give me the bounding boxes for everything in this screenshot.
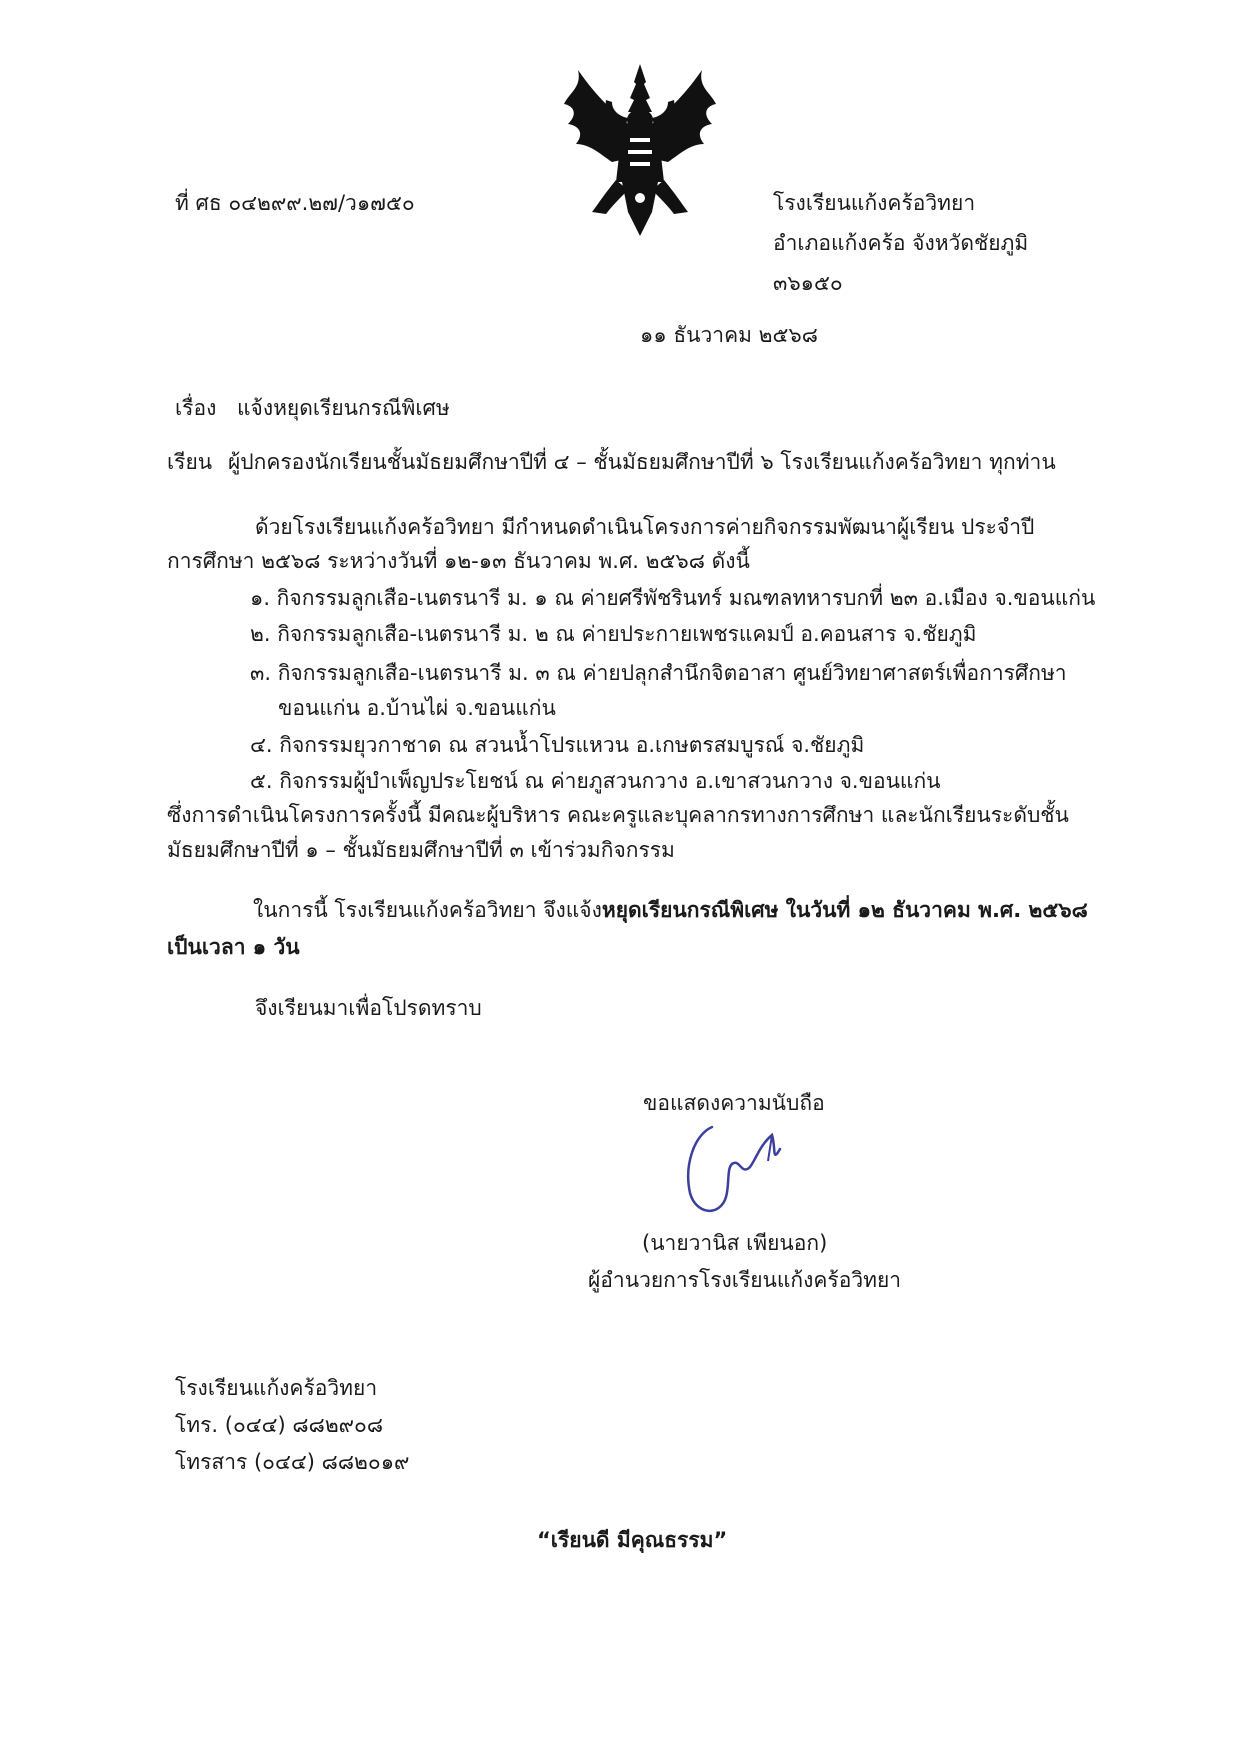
signature-icon	[680, 1105, 810, 1220]
list-item: ๓. กิจกรรมลูกเสือ-เนตรนารี ม. ๓ ณ ค่ายปลุกสำนึกจิตอาสา ศูนย์วิทยาศาสตร์เพื่อการศึกษา	[250, 661, 1067, 685]
list-item: ๔. กิจกรรมยุวกาชาด ณ สวนน้ำโปรแหวน อ.เกษตรสมบูรณ์ จ.ชัยภูมิ	[250, 733, 865, 757]
signatory-name: (นายวานิส เพียนอก)	[642, 1231, 828, 1255]
intro-line-2: การศึกษา ๒๕๖๘ ระหว่างวันที่ ๑๒-๑๓ ธันวาคม พ.ศ. ๒๕๖๘ ดังนี้	[167, 549, 750, 573]
notice-line-1	[253, 895, 1088, 925]
list-item: ๒. กิจกรรมลูกเสือ-เนตรนารี ม. ๒ ณ ค่ายประกายเพชรแคมป์ อ.คอนสาร จ.ชัยภูมิ	[250, 622, 977, 646]
list-item: ๑. กิจกรรมลูกเสือ-เนตรนารี ม. ๑ ณ ค่ายศรีพัชรินทร์ มณฑลทหารบกที่ ๒๓ อ.เมือง จ.ขอนแก่น	[250, 586, 1096, 610]
recipient-label: เรียน	[167, 450, 213, 474]
participants-line-2: มัธยมศึกษาปีที่ ๑ – ชั้นมัธยมศึกษาปีที่ ๓ เข้าร่วมกิจกรรม	[167, 838, 675, 862]
notice-prefix: ในการนี้ โรงเรียนแก้งคร้อวิทยา จึงแจ้ง	[253, 898, 602, 922]
list-item-continued: ขอนแก่น อ.บ้านไผ่ จ.ขอนแก่น	[278, 696, 556, 720]
school-name: โรงเรียนแก้งคร้อวิทยา	[773, 191, 976, 215]
notice-highlight: หยุดเรียนกรณีพิเศษ ในวันที่ ๑๒ ธันวาคม พ.ศ. ๒๕๖๘	[601, 898, 1088, 922]
subject-text: แจ้งหยุดเรียนกรณีพิเศษ	[237, 396, 450, 420]
list-item: ๕. กิจกรรมผู้บำเพ็ญประโยชน์ ณ ค่ายภูสวนกวาง อ.เขาสวนกวาง จ.ขอนแก่น	[250, 769, 941, 793]
reference-number: ที่ ศธ ๐๔๒๙๙.๒๗/ว๑๗๕๐	[175, 191, 415, 215]
footer-office: โรงเรียนแก้งคร้อวิทยา	[175, 1376, 378, 1400]
footer-fax: โทรสาร (๐๔๔) ๘๘๒๐๑๙	[175, 1450, 410, 1474]
recipient-text: ผู้ปกครองนักเรียนชั้นมัธยมศึกษาปีที่ ๔ – ชั้นมัธยมศึกษาปีที่ ๖ โรงเรียนแก้งคร้อวิทยา ทุกท่าน	[228, 450, 1056, 474]
letter-date: ๑๑ ธันวาคม ๒๕๖๘	[640, 323, 818, 347]
participants-line-1: ซึ่งการดำเนินโครงการครั้งนี้ มีคณะผู้บริหาร คณะครูและบุคลากรทางการศึกษา และนักเรียนระดับชั้น	[167, 803, 1069, 827]
school-address: อำเภอแก้งคร้อ จังหวัดชัยภูมิ	[773, 231, 1029, 255]
closing-text: จึงเรียนมาเพื่อโปรดทราบ	[255, 996, 482, 1020]
notice-line-2: เป็นเวลา ๑ วัน	[167, 935, 300, 959]
signatory-position: ผู้อำนวยการโรงเรียนแก้งคร้อวิทยา	[588, 1268, 902, 1292]
footer-phone: โทร. (๐๔๔) ๘๘๒๙๐๘	[175, 1413, 384, 1437]
intro-line-1: ด้วยโรงเรียนแก้งคร้อวิทยา มีกำหนดดำเนินโครงการค่ายกิจกรรมพัฒนาผู้เรียน ประจำปี	[255, 515, 1035, 539]
garuda-emblem-icon	[560, 62, 720, 237]
school-motto: “เรียนดี มีคุณธรรม”	[537, 1528, 728, 1552]
postcode: ๓๖๑๕๐	[773, 271, 843, 295]
salutation: ขอแสดงความนับถือ	[643, 1091, 825, 1115]
subject-label: เรื่อง	[175, 396, 217, 420]
